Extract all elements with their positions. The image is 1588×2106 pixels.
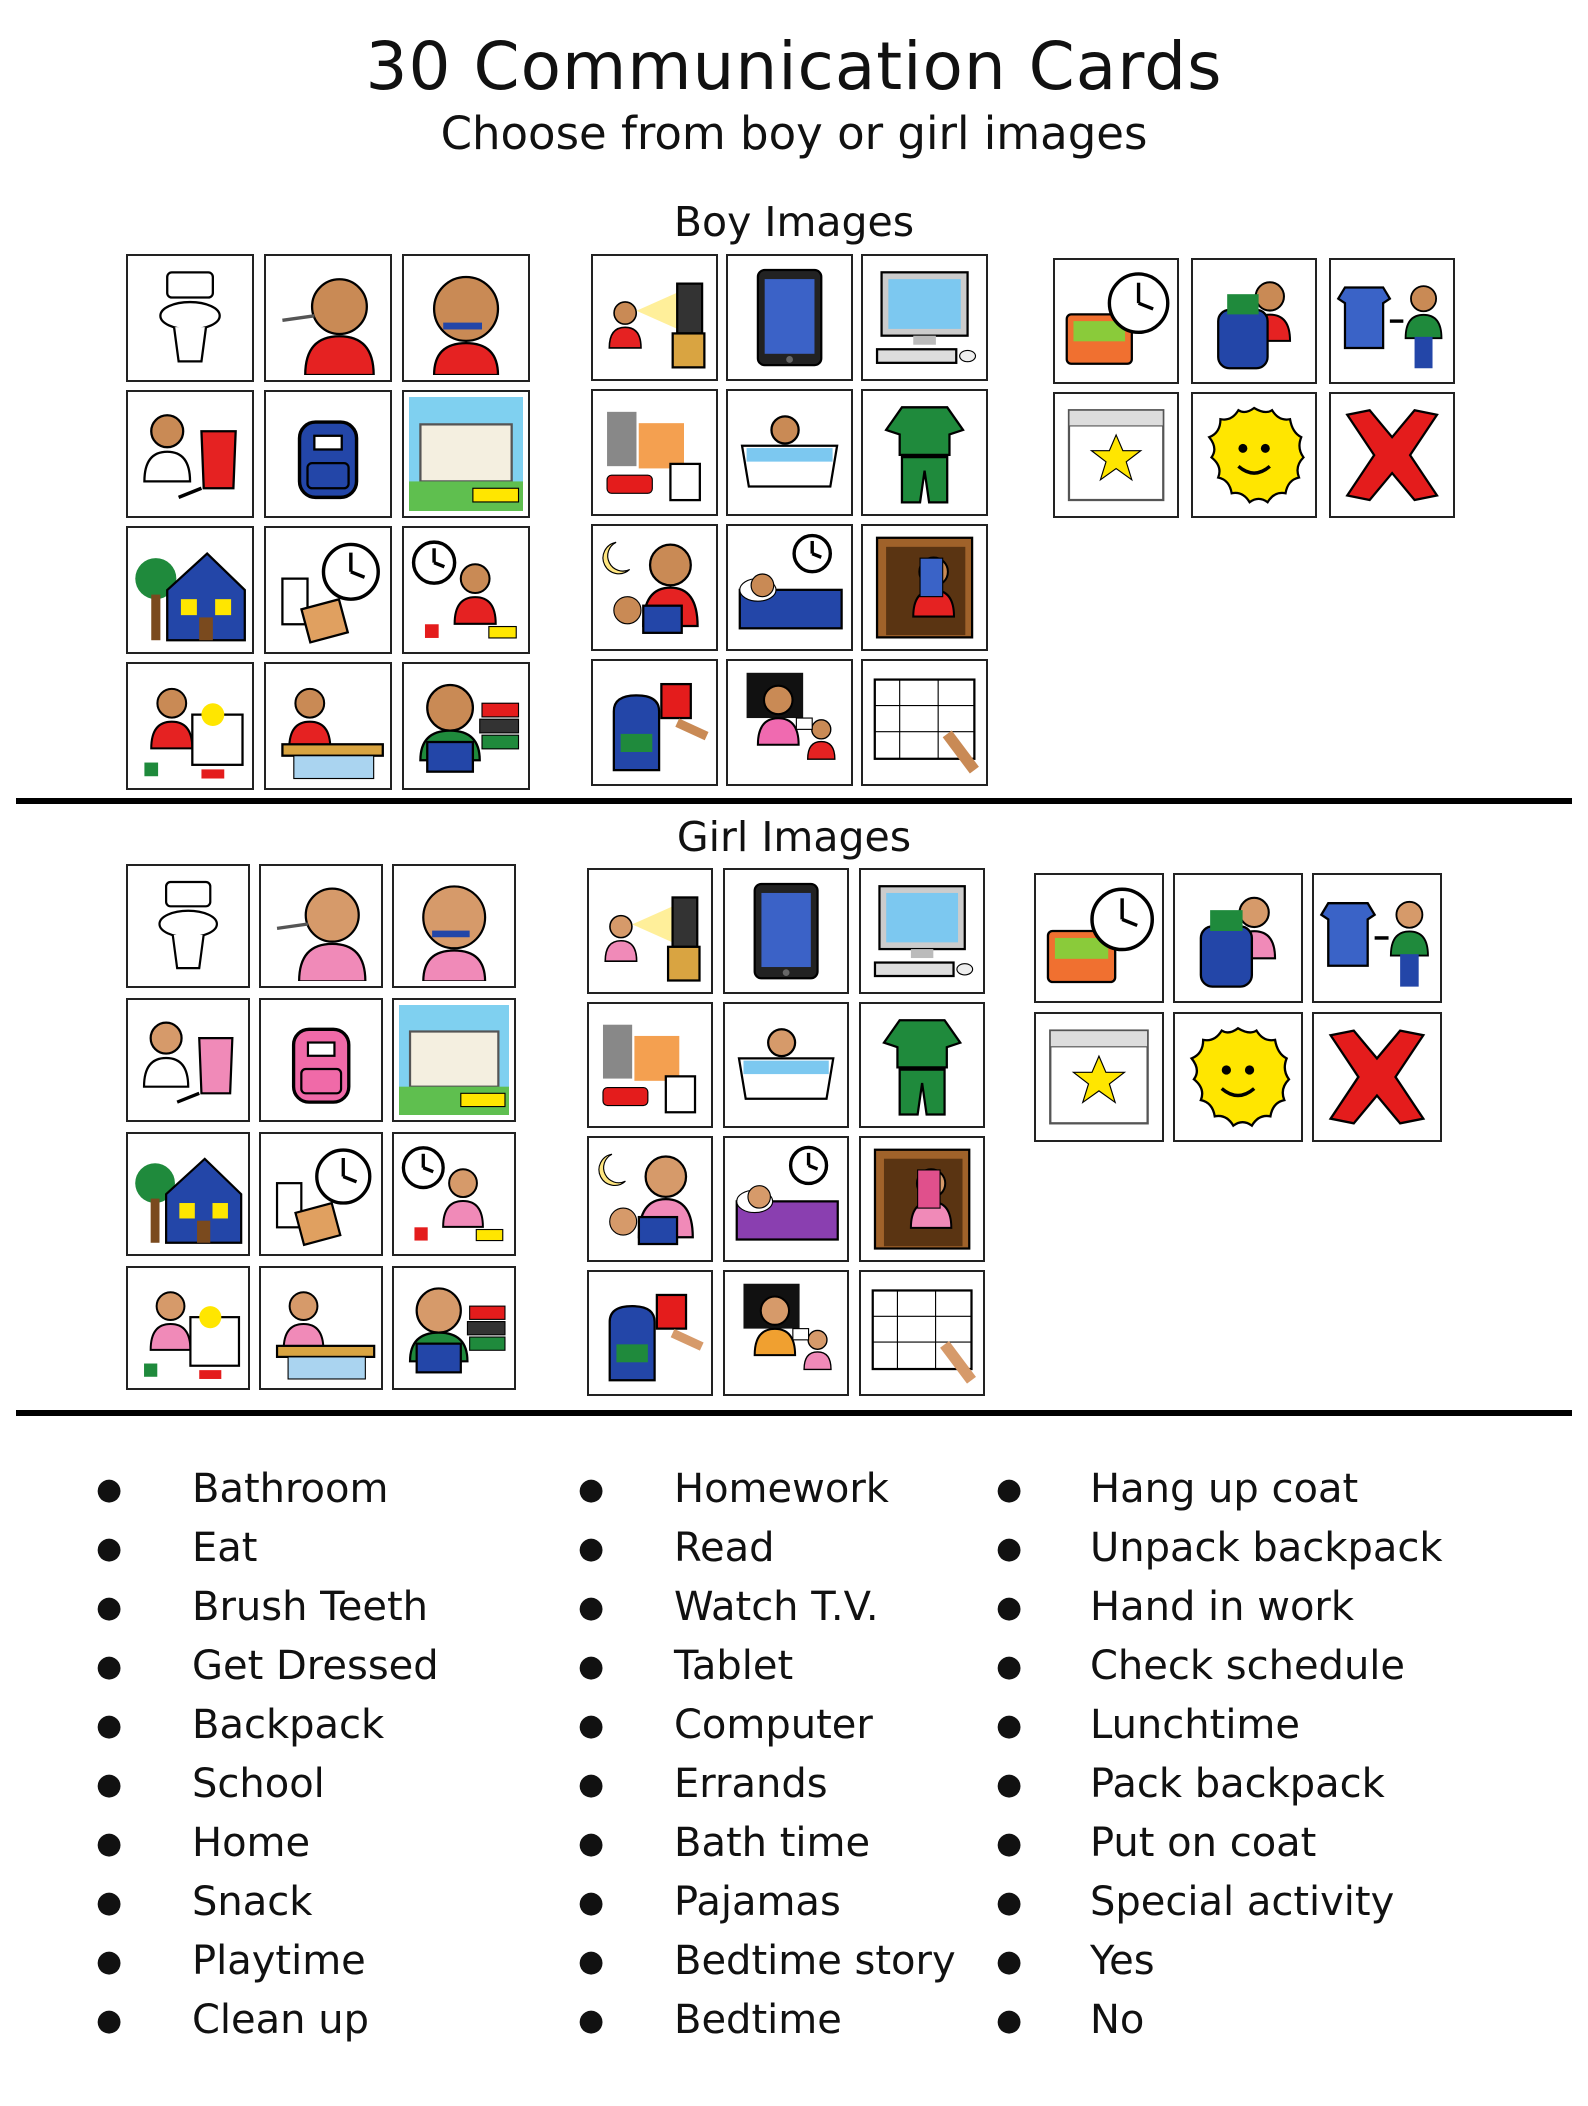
bullet-icon: ● — [578, 1590, 605, 1625]
teacher-icon — [730, 1277, 842, 1389]
hand-in-work-icon — [598, 666, 711, 779]
communication-card — [1312, 1012, 1442, 1142]
list-item-label: Pack backpack — [1090, 1761, 1385, 1807]
backpack-icon — [266, 1005, 376, 1115]
list-item — [578, 1932, 978, 1991]
tablet-icon — [733, 261, 846, 374]
bedtime-icon — [730, 1143, 842, 1255]
list-item-label: Computer — [674, 1702, 873, 1748]
list-item — [996, 1637, 1556, 1696]
list-item-label: Read — [674, 1525, 775, 1571]
communication-card — [392, 1132, 516, 1256]
communication-card — [259, 1266, 383, 1390]
watch-tv-icon — [594, 875, 706, 987]
bullet-icon: ● — [96, 1826, 123, 1861]
communication-card — [861, 524, 988, 651]
bullet-icon: ● — [96, 1944, 123, 1979]
bullet-icon: ● — [578, 1944, 605, 1979]
communication-card — [402, 662, 530, 790]
hang-up-coat-icon — [868, 531, 981, 644]
list-item — [578, 1991, 978, 2050]
list-item — [96, 1519, 496, 1578]
hand-in-work-icon — [594, 1277, 706, 1389]
communication-card — [264, 254, 392, 382]
list-item — [96, 1637, 496, 1696]
communication-card — [402, 254, 530, 382]
lunchtime-icon — [1060, 265, 1172, 377]
communication-card — [126, 998, 250, 1122]
list-item — [996, 1519, 1556, 1578]
list-item — [996, 1578, 1556, 1637]
check-schedule-icon — [866, 1277, 978, 1389]
computer-icon — [868, 261, 981, 374]
communication-card — [591, 254, 718, 381]
bullet-icon: ● — [578, 1472, 605, 1507]
list-item-label: No — [1090, 1997, 1145, 2043]
read-icon — [409, 669, 523, 783]
list-item-label: Brush Teeth — [192, 1584, 429, 1630]
list-item — [578, 1519, 978, 1578]
list-item-label: Playtime — [192, 1938, 366, 1984]
communication-card — [587, 1270, 713, 1396]
bullet-icon: ● — [578, 1885, 605, 1920]
backpack-icon — [271, 397, 385, 511]
list-item-label: School — [192, 1761, 325, 1807]
list-item — [996, 1460, 1556, 1519]
pajamas-icon — [868, 396, 981, 509]
bullet-icon: ● — [578, 2003, 605, 2038]
teacher-icon — [733, 666, 846, 779]
list-item-label: Lunchtime — [1090, 1702, 1300, 1748]
page-title: 30 Communication Cards — [365, 28, 1223, 105]
communication-card — [126, 1266, 250, 1390]
list-item — [578, 1696, 978, 1755]
communication-card — [1191, 258, 1317, 384]
lunchtime-icon — [1041, 880, 1157, 996]
bullet-icon: ● — [96, 1708, 123, 1743]
communication-card — [859, 1002, 985, 1128]
communication-card — [1312, 873, 1442, 1003]
bullet-icon: ● — [96, 1649, 123, 1684]
list-item — [578, 1814, 978, 1873]
communication-card — [264, 526, 392, 654]
yes-icon — [1198, 399, 1310, 511]
communication-card — [587, 1136, 713, 1262]
communication-card — [726, 389, 853, 516]
girl-grid-middle — [587, 868, 985, 1396]
list-item — [578, 1755, 978, 1814]
playtime-icon — [399, 1139, 509, 1249]
communication-card — [259, 998, 383, 1122]
bedtime-story-icon — [594, 1143, 706, 1255]
word-list-col3 — [996, 1460, 1556, 2050]
communication-card — [1173, 873, 1303, 1003]
list-item-label: Home — [192, 1820, 311, 1866]
school-icon — [399, 1005, 509, 1115]
bullet-icon: ● — [996, 1944, 1023, 1979]
list-item-label: Yes — [1090, 1938, 1155, 1984]
bullet-icon: ● — [996, 1708, 1023, 1743]
list-item — [578, 1460, 978, 1519]
communication-card — [126, 1132, 250, 1256]
communication-card — [392, 864, 516, 988]
no-icon — [1319, 1019, 1435, 1135]
toilet-icon — [133, 261, 247, 375]
list-item-label: Snack — [192, 1879, 313, 1925]
eat-icon — [271, 261, 385, 375]
list-item — [96, 1814, 496, 1873]
communication-card — [1053, 258, 1179, 384]
communication-card — [1053, 392, 1179, 518]
boy-images-label: Boy Images — [673, 198, 915, 246]
snack-icon — [266, 1139, 376, 1249]
communication-card — [1329, 392, 1455, 518]
list-item — [96, 1460, 496, 1519]
bullet-icon: ● — [996, 1885, 1023, 1920]
girl-grid-right — [1034, 873, 1442, 1142]
boy-grid-right — [1053, 258, 1455, 518]
bullet-icon: ● — [996, 2003, 1023, 2038]
list-item-label: Bath time — [674, 1820, 871, 1866]
communication-card — [861, 254, 988, 381]
list-item-label: Check schedule — [1090, 1643, 1406, 1689]
homework-icon — [266, 1273, 376, 1383]
communication-card — [587, 868, 713, 994]
communication-card — [402, 526, 530, 654]
list-item — [578, 1578, 978, 1637]
computer-icon — [866, 875, 978, 987]
unpack-backpack-icon — [1198, 265, 1310, 377]
unpack-backpack-icon — [1180, 880, 1296, 996]
communication-card — [1173, 1012, 1303, 1142]
watch-tv-icon — [598, 261, 711, 374]
list-item-label: Tablet — [674, 1643, 794, 1689]
bullet-icon: ● — [96, 1590, 123, 1625]
snack-icon — [271, 533, 385, 647]
girl-images-label: Girl Images — [676, 813, 912, 861]
section-divider — [16, 798, 1572, 804]
list-item-label: Hand in work — [1090, 1584, 1355, 1630]
communication-card — [259, 864, 383, 988]
bullet-icon: ● — [996, 1649, 1023, 1684]
girl-grid-left — [126, 864, 516, 1390]
list-item-label: Bedtime — [674, 1997, 842, 2043]
list-item — [96, 1755, 496, 1814]
list-item-label: Backpack — [192, 1702, 385, 1748]
list-item — [96, 1932, 496, 1991]
communication-card — [264, 390, 392, 518]
bullet-icon: ● — [996, 1590, 1023, 1625]
home-icon — [133, 533, 247, 647]
bullet-icon: ● — [996, 1826, 1023, 1861]
list-item-label: Eat — [192, 1525, 258, 1571]
list-item-label: Put on coat — [1090, 1820, 1317, 1866]
communication-card — [726, 254, 853, 381]
communication-card — [591, 389, 718, 516]
list-item-label: Special activity — [1090, 1879, 1395, 1925]
list-item-label: Unpack backpack — [1090, 1525, 1443, 1571]
list-item — [996, 1932, 1556, 1991]
list-item — [996, 1696, 1556, 1755]
list-item-label: Hang up coat — [1090, 1466, 1359, 1512]
communication-card — [126, 662, 254, 790]
communication-card — [126, 390, 254, 518]
bullet-icon: ● — [96, 1767, 123, 1802]
eat-icon — [266, 871, 376, 981]
list-item — [578, 1637, 978, 1696]
communication-card — [859, 1270, 985, 1396]
list-divider — [16, 1410, 1572, 1416]
communication-card — [591, 659, 718, 786]
communication-card — [402, 390, 530, 518]
communication-card — [1191, 392, 1317, 518]
list-item — [578, 1873, 978, 1932]
special-activity-icon — [1060, 399, 1172, 511]
bath-time-icon — [730, 1009, 842, 1121]
page-subtitle: Choose from boy or girl images — [440, 107, 1148, 160]
communication-card — [264, 662, 392, 790]
list-item-label: Pajamas — [674, 1879, 841, 1925]
brush-teeth-icon — [409, 261, 523, 375]
bullet-icon: ● — [996, 1472, 1023, 1507]
communication-card — [392, 998, 516, 1122]
bullet-icon: ● — [578, 1649, 605, 1684]
errands-icon — [594, 1009, 706, 1121]
put-on-coat-icon — [1336, 265, 1448, 377]
communication-card — [723, 1270, 849, 1396]
school-icon — [409, 397, 523, 511]
bullet-icon: ● — [578, 1826, 605, 1861]
bullet-icon: ● — [996, 1767, 1023, 1802]
communication-card — [259, 1132, 383, 1256]
toilet-icon — [133, 871, 243, 981]
put-on-coat-icon — [1319, 880, 1435, 996]
communication-card — [126, 864, 250, 988]
communication-card — [861, 389, 988, 516]
communication-card — [723, 868, 849, 994]
list-item-label: Clean up — [192, 1997, 369, 2043]
list-item-label: Homework — [674, 1466, 889, 1512]
communication-card — [591, 524, 718, 651]
check-schedule-icon — [868, 666, 981, 779]
brush-teeth-icon — [399, 871, 509, 981]
boy-grid-left — [126, 254, 530, 790]
list-item-label: Bathroom — [192, 1466, 389, 1512]
communication-card — [723, 1136, 849, 1262]
bath-time-icon — [733, 396, 846, 509]
communication-card — [126, 254, 254, 382]
communication-card — [1329, 258, 1455, 384]
special-activity-icon — [1041, 1019, 1157, 1135]
bullet-icon: ● — [578, 1767, 605, 1802]
communication-card — [726, 524, 853, 651]
hang-up-coat-icon — [866, 1143, 978, 1255]
get-dressed-icon — [133, 397, 247, 511]
no-icon — [1336, 399, 1448, 511]
bullet-icon: ● — [96, 1885, 123, 1920]
communication-card — [1034, 1012, 1164, 1142]
communication-card — [726, 659, 853, 786]
home-icon — [133, 1139, 243, 1249]
bedtime-icon — [733, 531, 846, 644]
bullet-icon: ● — [578, 1708, 605, 1743]
communication-card — [587, 1002, 713, 1128]
bullet-icon: ● — [996, 1531, 1023, 1566]
boy-grid-middle — [591, 254, 988, 786]
list-item — [996, 1814, 1556, 1873]
bullet-icon: ● — [578, 1531, 605, 1566]
bullet-icon: ● — [96, 1531, 123, 1566]
list-item — [996, 1991, 1556, 2050]
communication-card — [1034, 873, 1164, 1003]
bullet-icon: ● — [96, 1472, 123, 1507]
list-item-label: Get Dressed — [192, 1643, 439, 1689]
list-item — [96, 1578, 496, 1637]
word-list-col2 — [578, 1460, 978, 2050]
communication-card — [861, 659, 988, 786]
list-item-label: Bedtime story — [674, 1938, 956, 1984]
list-item — [96, 1696, 496, 1755]
communication-card — [859, 1136, 985, 1262]
pajamas-icon — [866, 1009, 978, 1121]
word-list-col1 — [96, 1460, 496, 2050]
bullet-icon: ● — [96, 2003, 123, 2038]
clean-up-icon — [133, 1273, 243, 1383]
bedtime-story-icon — [598, 531, 711, 644]
list-item — [996, 1755, 1556, 1814]
list-item-label: Watch T.V. — [674, 1584, 879, 1630]
clean-up-icon — [133, 669, 247, 783]
get-dressed-icon — [133, 1005, 243, 1115]
list-item — [996, 1873, 1556, 1932]
communication-card — [723, 1002, 849, 1128]
errands-icon — [598, 396, 711, 509]
communication-card — [392, 1266, 516, 1390]
communication-card — [126, 526, 254, 654]
yes-icon — [1180, 1019, 1296, 1135]
tablet-icon — [730, 875, 842, 987]
homework-icon — [271, 669, 385, 783]
list-item — [96, 1873, 496, 1932]
playtime-icon — [409, 533, 523, 647]
communication-card — [859, 868, 985, 994]
read-icon — [399, 1273, 509, 1383]
list-item — [96, 1991, 496, 2050]
list-item-label: Errands — [674, 1761, 828, 1807]
